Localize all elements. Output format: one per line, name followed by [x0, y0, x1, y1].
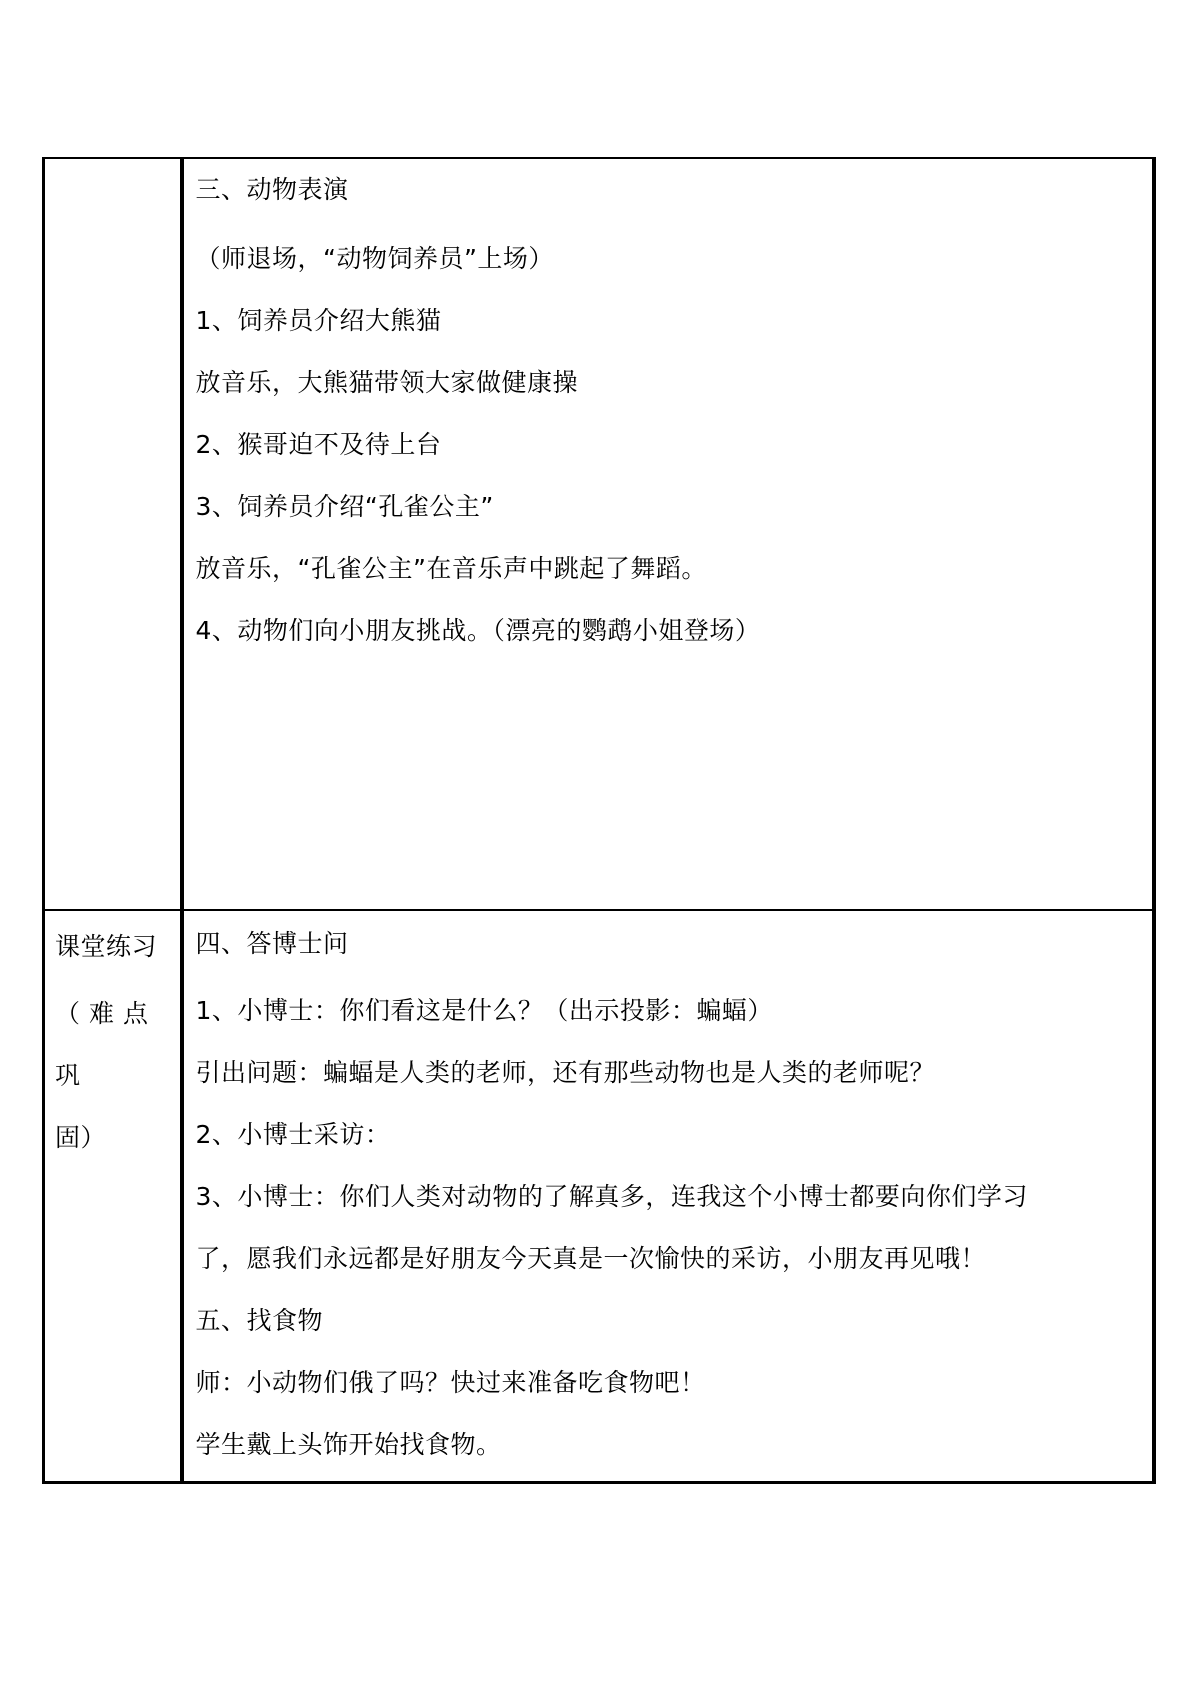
text-line: 3、饲养员介绍“孔雀公主”: [195, 492, 494, 521]
text-line: 学生戴上头饰开始找食物。: [195, 1430, 502, 1459]
text-line: 1、饲养员介绍大熊猫: [195, 306, 442, 335]
section-heading: 四、答博士问: [195, 929, 349, 958]
text-line: 1、小博士：你们看这是什么？（出示投影：蝙蝠）: [195, 996, 773, 1025]
row-label: （难点巩: [55, 999, 158, 1090]
table-row-activity: [44, 158, 1154, 910]
text-line: （师退场，“动物饲养员”上场）: [195, 244, 554, 273]
text-line: 2、小博士采访：: [195, 1120, 391, 1149]
row1-left-cell: [44, 158, 182, 910]
row2-left-cell: [44, 910, 182, 1483]
lesson-plan-table: [42, 157, 1156, 1484]
text-line: 了，愿我们永远都是好朋友今天真是一次愉快的采访，小朋友再见哦！: [195, 1244, 987, 1273]
section-heading: 五、找食物: [195, 1306, 324, 1335]
text-line: 3、小博士：你们人类对动物的了解真多，连我这个小博士都要向你们学习: [195, 1182, 1028, 1211]
text-line: 师：小动物们俄了吗？快过来准备吃食物吧！: [195, 1368, 706, 1397]
section-heading: 三、动物表演: [195, 175, 349, 204]
row-label: 固）: [55, 1123, 107, 1152]
text-line: 4、动物们向小朋友挑战。（漂亮的鹦鹉小姐登场）: [195, 616, 761, 645]
table-row-practice: [44, 910, 1154, 1483]
text-line: 引出问题：蝙蝠是人类的老师，还有那些动物也是人类的老师呢？: [195, 1058, 936, 1087]
text-line: 放音乐，“孔雀公主”在音乐声中跳起了舞蹈。: [195, 554, 707, 583]
text-line: 放音乐，大熊猫带领大家做健康操: [195, 368, 579, 397]
row-label: 课堂练习: [55, 932, 158, 961]
row2-right-cell: [182, 910, 1154, 1483]
row1-right-cell: [182, 158, 1154, 910]
text-line: 2、猴哥迫不及待上台: [195, 430, 442, 459]
